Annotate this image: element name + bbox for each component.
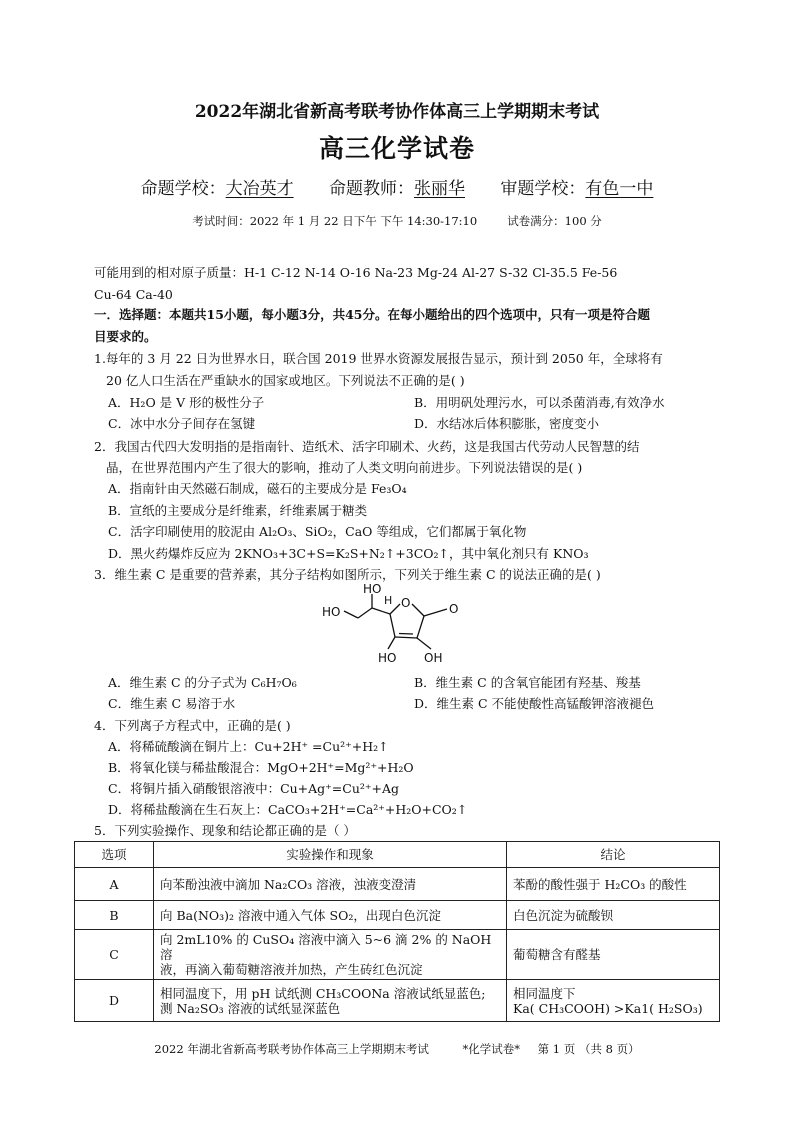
header-option: 选项 — [75, 842, 154, 868]
row-conclusion: 葡萄糖含有醛基 — [507, 930, 720, 980]
row-operation: 向苯酚浊液中滴加 Na₂CO₃ 溶液，浊液变澄清 — [154, 868, 507, 901]
header-operation: 实验操作和现象 — [154, 842, 507, 868]
proposer-teacher: 张丽华 — [414, 179, 465, 199]
proposer-school-label: 命题学校： — [140, 179, 226, 199]
section-heading-line2: 目要求的。 — [94, 329, 157, 344]
ring-o-label: O — [401, 596, 411, 610]
row-conclusion: 苯酚的酸性强于 H₂CO₃ 的酸性 — [507, 868, 720, 901]
q1-option-b: B．用明矾处理污水，可以杀菌消毒,有效净水 — [414, 395, 665, 410]
full-score: 试卷满分：100 分 — [507, 214, 602, 228]
experiment-table — [74, 841, 720, 1022]
header-conclusion: 结论 — [507, 842, 720, 868]
q3-stem: 3．维生素 C 是重要的营养素，其分子结构如图所示，下列关于维生素 C 的说法正确的是( ) — [94, 567, 601, 582]
carbonyl-o-label: O — [449, 602, 459, 616]
ho-top-label: HO — [363, 582, 382, 596]
row-conclusion: 白色沉淀为硫酸钡 — [507, 901, 720, 930]
h-label: H — [384, 594, 393, 607]
q3-option-a: A．维生素 C 的分子式为 C₆H₇O₆ — [108, 675, 297, 690]
row-operation: 向 Ba(NO₃)₂ 溶液中通入气体 SO₂，出现白色沉淀 — [154, 901, 507, 930]
row-operation: 向 2mL10% 的 CuSO₄ 溶液中滴入 5~6 滴 2% 的 NaOH 溶 液，再滴入葡萄糖溶液并加热，产生砖红色沉淀 — [154, 930, 507, 980]
oh-bottom-label: OH — [424, 651, 443, 665]
q3-option-d: D．维生素 C 不能使酸性高锰酸钾溶液褪色 — [414, 696, 655, 711]
q1-option-d: D．水结冰后体积膨胀，密度变小 — [414, 416, 600, 431]
page-footer — [0, 1041, 794, 1057]
row-conclusion: 相同温度下 Ka( CH₃COOH) >Ka1( H₂SO₃) — [507, 980, 720, 1022]
q1-option-c: C．冰中水分子间存在氢键 — [108, 416, 256, 431]
q2-option-c: C．活字印刷使用的胶泥由 Al₂O₃、SiO₂，CaO 等组成，它们都属于氧化物 — [108, 524, 527, 539]
exam-title: 2022年湖北省新高考联考协作体高三上学期期末考试 — [194, 102, 600, 122]
footer-exam: 2022 年湖北省新高考联考协作体高三上学期期末考试 — [154, 1042, 429, 1056]
atomic-masses-line1: 可能用到的相对原子质量：H-1 C-12 N-14 O-16 Na-23 Mg-24 Al-27 S-32 Cl-35.5 Fe-56 — [94, 265, 618, 280]
ho-left-label: HO — [322, 605, 341, 619]
exam-time: 考试时间：2022 年 1 月 22 日下午 下午 14:30-17:10 — [192, 214, 478, 228]
author-line — [0, 178, 794, 200]
footer-page: 第 1 页 （共 8 页） — [537, 1042, 640, 1056]
footer-paper: *化学试卷* — [462, 1042, 520, 1056]
proposer-teacher-label: 命题教师： — [329, 179, 414, 199]
q2-stem-line1: 2．我国古代四大发明指的是指南针、造纸术、活字印刷术、火药，这是我国古代劳动人民智慧的结 — [94, 439, 640, 454]
q4-option-c: C．将铜片插入硝酸银溶液中：Cu+Ag⁺=Cu²⁺+Ag — [108, 781, 399, 796]
q1-option-a: A．H₂O 是 V 形的极性分子 — [108, 395, 265, 410]
q2-stem-line2: 晶，在世界范围内产生了很大的影响，推动了人类文明向前进步。下列说法错误的是( ) — [106, 460, 583, 475]
row-option: C — [75, 930, 154, 980]
q1-stem-line2: 20 亿人口生活在严重缺水的国家或地区。下列说法不正确的是( ) — [106, 373, 465, 388]
proposer-school: 大冶英才 — [225, 179, 294, 199]
q4-option-a: A．将稀硫酸滴在铜片上：Cu+2H⁺ =Cu²⁺+H₂↑ — [108, 739, 389, 754]
row-option: B — [75, 901, 154, 930]
table-row — [75, 980, 720, 1022]
q1-stem-line1: 1.每年的 3 月 22 日为世界水日，联合国 2019 世界水资源发展报告显示，预计到 2050 年，全球将有 — [94, 351, 663, 366]
q5-stem: 5．下列实验操作、现象和结论都正确的是（ ） — [94, 823, 356, 838]
q3-option-c: C．维生素 C 易溶于水 — [108, 696, 236, 711]
q2-option-a: A．指南针由天然磁石制成，磁石的主要成分是 Fe₃O₄ — [108, 481, 407, 496]
row-option: A — [75, 868, 154, 901]
q2-option-d: D．黑火药爆炸反应为 2KNO₃+3C+S=K₂S+N₂↑+3CO₂↑，其中氧化剂只有 KNO₃ — [108, 546, 589, 561]
q3-option-b: B．维生素 C 的含氧官能团有羟基、羧基 — [414, 675, 641, 690]
atomic-masses-line2: Cu-64 Ca-40 — [94, 287, 173, 302]
table-row — [75, 868, 720, 901]
ho-bottom-label: HO — [378, 651, 397, 665]
exam-info — [0, 213, 794, 229]
row-operation: 相同温度下，用 pH 试纸测 CH₃COONa 溶液试纸显蓝色; 测 Na₂SO₃ 溶液的试纸显深蓝色 — [154, 980, 507, 1022]
q2-option-b: B．宣纸的主要成分是纤维素，纤维素属于糖类 — [108, 503, 368, 518]
row-option: D — [75, 980, 154, 1022]
q4-option-d: D．将稀盐酸滴在生石灰上：CaCO₃+2H⁺=Ca²⁺+H₂O+CO₂↑ — [108, 802, 468, 817]
vitamin-c-structure — [320, 582, 480, 668]
table-row — [75, 930, 720, 980]
table-header-row — [75, 842, 720, 868]
q4-option-b: B．将氧化镁与稀盐酸混合：MgO+2H⁺=Mg²⁺+H₂O — [108, 760, 414, 775]
reviewer-school-label: 审题学校： — [500, 179, 586, 199]
section-heading-line1: 一．选择题：本题共15小题，每小题3分，共45分。在每小题给出的四个选项中，只有一项是符合题 — [94, 307, 650, 322]
q4-stem: 4．下列离子方程式中，正确的是( ) — [94, 718, 291, 733]
reviewer-school: 有色一中 — [585, 179, 654, 199]
table-row — [75, 901, 720, 930]
subject-title: 高三化学试卷 — [318, 134, 475, 163]
